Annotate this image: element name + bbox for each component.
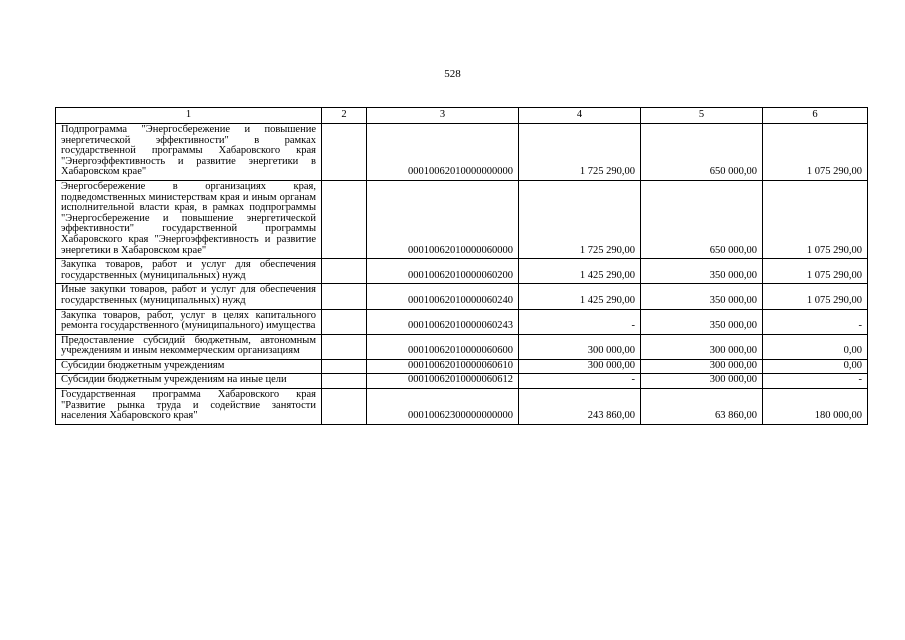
row-value6-cell: 180 000,00 [763, 389, 868, 425]
table-row [56, 359, 868, 374]
row-value4-cell: 1 725 290,00 [519, 124, 641, 181]
row-value5-cell: 350 000,00 [641, 309, 763, 334]
row-code-cell: 00010062010000060243 [367, 309, 519, 334]
row-value6-cell: 1 075 290,00 [763, 124, 868, 181]
row-value5-cell: 650 000,00 [641, 180, 763, 258]
row-col2-cell [322, 389, 367, 425]
column-header-5: 5 [641, 108, 763, 124]
row-value5-cell: 300 000,00 [641, 374, 763, 389]
row-value4-cell: 300 000,00 [519, 334, 641, 359]
row-value4-cell: 1 425 290,00 [519, 259, 641, 284]
column-header-3: 3 [367, 108, 519, 124]
row-code-cell: 00010062300000000000 [367, 389, 519, 425]
row-name-cell: Субсидии бюджетным учреждениям на иные цели [56, 374, 322, 389]
budget-table-body [56, 108, 868, 425]
row-code-cell: 00010062010000060200 [367, 259, 519, 284]
row-code-cell: 00010062010000000000 [367, 124, 519, 181]
row-value6-cell: - [763, 309, 868, 334]
row-value5-cell: 650 000,00 [641, 124, 763, 181]
row-value5-cell: 63 860,00 [641, 389, 763, 425]
row-value6-cell: 0,00 [763, 359, 868, 374]
row-name-cell: Субсидии бюджетным учреждениям [56, 359, 322, 374]
row-name-cell: Государственная программа Хабаровского края "Развитие рынка труда и содействие занятости населения Хабаровского края" [56, 389, 322, 425]
table-row [56, 284, 868, 309]
row-col2-cell [322, 284, 367, 309]
table-row [56, 124, 868, 181]
row-code-cell: 00010062010000060000 [367, 180, 519, 258]
row-value4-cell: 243 860,00 [519, 389, 641, 425]
column-header-2: 2 [322, 108, 367, 124]
row-name-cell: Закупка товаров, работ, услуг в целях капитального ремонта государственного (муниципального) имущества [56, 309, 322, 334]
row-code-cell: 00010062010000060610 [367, 359, 519, 374]
row-value6-cell: 1 075 290,00 [763, 284, 868, 309]
row-value6-cell: 0,00 [763, 334, 868, 359]
row-value6-cell: 1 075 290,00 [763, 259, 868, 284]
row-value5-cell: 350 000,00 [641, 259, 763, 284]
row-name-cell: Предоставление субсидий бюджетным, автономным учреждениям и иным некоммерческим организациям [56, 334, 322, 359]
table-row [56, 334, 868, 359]
row-value5-cell: 350 000,00 [641, 284, 763, 309]
row-value4-cell: - [519, 309, 641, 334]
table-row [56, 309, 868, 334]
budget-table [55, 107, 868, 425]
row-name-cell: Закупка товаров, работ и услуг для обеспечения государственных (муниципальных) нужд [56, 259, 322, 284]
row-value6-cell: - [763, 374, 868, 389]
row-col2-cell [322, 309, 367, 334]
page-number: 528 [444, 68, 461, 80]
column-header-row [56, 108, 868, 124]
row-col2-cell [322, 259, 367, 284]
row-value5-cell: 300 000,00 [641, 359, 763, 374]
row-code-cell: 00010062010000060240 [367, 284, 519, 309]
row-value6-cell: 1 075 290,00 [763, 180, 868, 258]
table-row [56, 180, 868, 258]
row-col2-cell [322, 359, 367, 374]
row-col2-cell [322, 124, 367, 181]
table-row [56, 259, 868, 284]
table-row [56, 389, 868, 425]
column-header-4: 4 [519, 108, 641, 124]
table-row [56, 374, 868, 389]
row-value5-cell: 300 000,00 [641, 334, 763, 359]
row-value4-cell: - [519, 374, 641, 389]
row-name-cell: Энергосбережение в организациях края, подведомственных министерствам края и иным органам исполнительной власти края, в рамках подпрограммы "Энергосбережение и повышение энергетической эффективности" государственной программы Хабаровского края "Энергоэффективность и развитие энергетики в Хабаровском крае" [56, 180, 322, 258]
row-name-cell: Иные закупки товаров, работ и услуг для обеспечения государственных (муниципальных) нужд [56, 284, 322, 309]
row-col2-cell [322, 374, 367, 389]
row-value4-cell: 1 425 290,00 [519, 284, 641, 309]
row-value4-cell: 1 725 290,00 [519, 180, 641, 258]
column-header-1: 1 [56, 108, 322, 124]
row-col2-cell [322, 334, 367, 359]
row-code-cell: 00010062010000060600 [367, 334, 519, 359]
row-name-cell: Подпрограмма "Энергосбережение и повышение энергетической эффективности" в рамках государственной программы Хабаровского края "Энергоэффективность и развитие энергетики в Хабаровском крае" [56, 124, 322, 181]
column-header-6: 6 [763, 108, 868, 124]
row-value4-cell: 300 000,00 [519, 359, 641, 374]
row-col2-cell [322, 180, 367, 258]
row-code-cell: 00010062010000060612 [367, 374, 519, 389]
